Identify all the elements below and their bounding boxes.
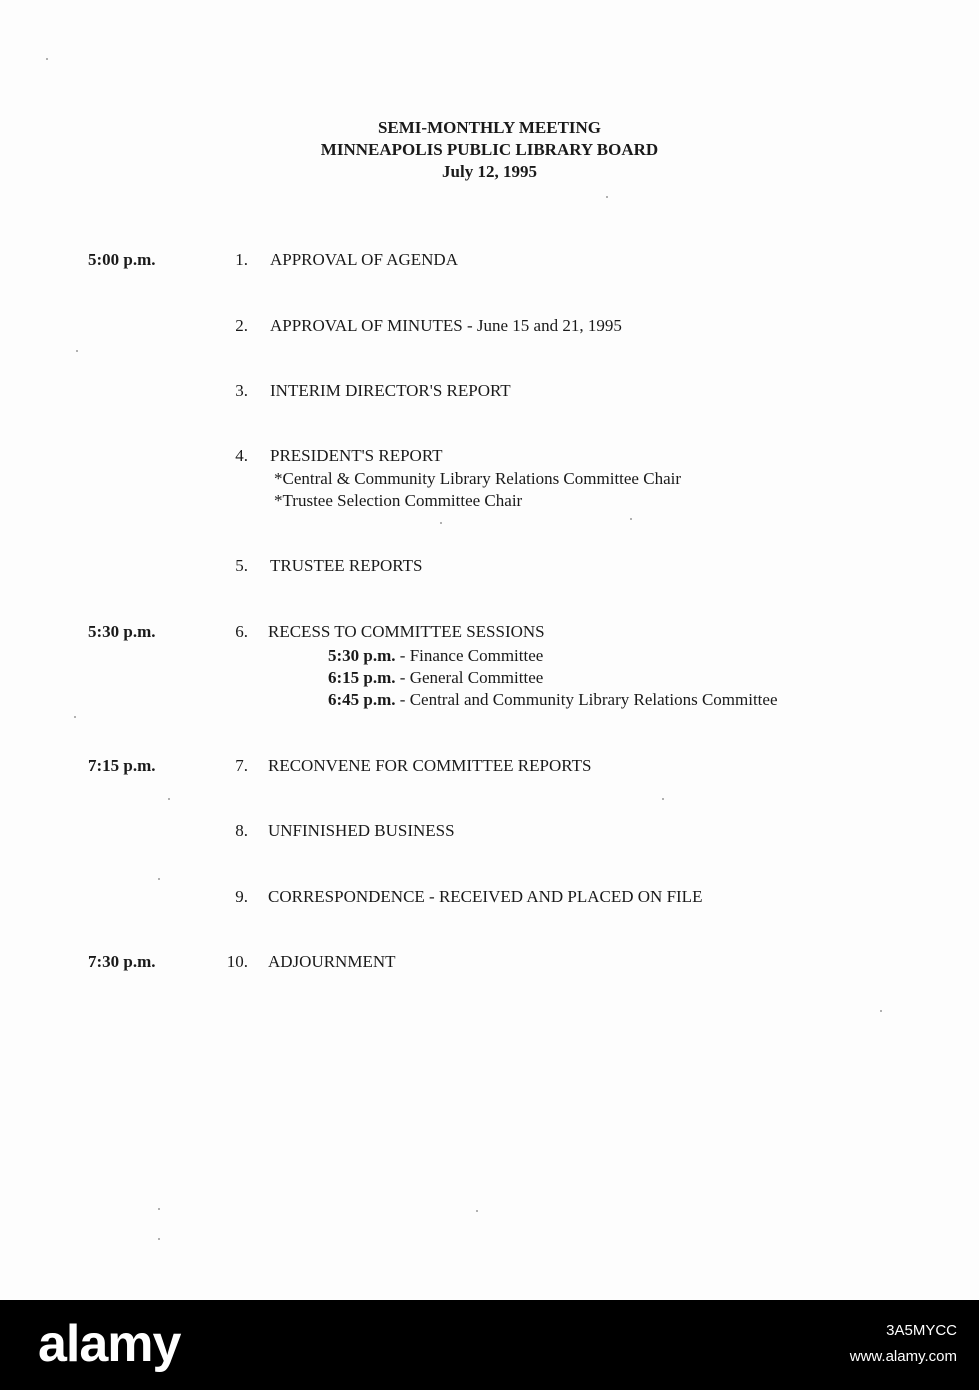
alamy-logo: alamy [38, 1315, 181, 1373]
site-url: www.alamy.com [849, 1348, 957, 1365]
agenda-time-7: 7:15 p.m. [88, 756, 156, 775]
session-name: - General Committee [395, 668, 544, 687]
scan-speck [662, 798, 664, 800]
agenda-item-10: ADJOURNMENT [268, 952, 396, 971]
agenda-number-1: 1. [235, 250, 248, 269]
agenda-number-4: 4. [235, 446, 248, 465]
agenda-item-4: PRESIDENT'S REPORT [270, 446, 443, 465]
scan-speck [74, 716, 76, 718]
scan-speck [158, 1208, 160, 1210]
committee-session [328, 646, 543, 666]
agenda-number-7: 7. [235, 756, 248, 775]
agenda-item-5: TRUSTEE REPORTS [270, 556, 423, 575]
agenda-number-10: 10. [226, 952, 248, 971]
scan-speck [440, 522, 442, 524]
committee-session [328, 690, 778, 710]
agenda-time-1: 5:00 p.m. [88, 250, 156, 269]
agenda-number-2: 2. [235, 316, 248, 335]
agenda-item-9: CORRESPONDENCE - RECEIVED AND PLACED ON FILE [268, 887, 703, 906]
scan-speck [158, 1238, 160, 1240]
session-time: 5:30 p.m. [328, 646, 396, 665]
session-time: 6:15 p.m. [328, 668, 396, 687]
agenda-number-5: 5. [235, 556, 248, 575]
agenda-subitem: *Trustee Selection Committee Chair [274, 491, 523, 510]
agenda-time-6: 5:30 p.m. [88, 622, 156, 641]
document-title [0, 117, 979, 183]
session-name: - Finance Committee [395, 646, 544, 665]
watermark-footer [0, 1300, 979, 1390]
agenda-number-9: 9. [235, 887, 248, 906]
scan-speck [76, 350, 78, 352]
scan-speck [158, 878, 160, 880]
session-time: 6:45 p.m. [328, 690, 396, 709]
agenda-item-6: RECESS TO COMMITTEE SESSIONS [268, 622, 545, 641]
title-meeting-type: SEMI-MONTHLY MEETING [377, 118, 602, 137]
agenda-item-3: INTERIM DIRECTOR'S REPORT [270, 381, 511, 400]
scan-speck [606, 196, 608, 198]
scan-speck [476, 1210, 478, 1212]
agenda-item-7: RECONVENE FOR COMMITTEE REPORTS [268, 756, 592, 775]
agenda-number-8: 8. [235, 821, 248, 840]
agenda-item-2: APPROVAL OF MINUTES - June 15 and 21, 1995 [270, 316, 622, 335]
agenda-number-3: 3. [235, 381, 248, 400]
title-board-name: MINNEAPOLIS PUBLIC LIBRARY BOARD [320, 140, 659, 159]
committee-session [328, 668, 543, 688]
scan-speck [630, 518, 632, 520]
agenda-time-10: 7:30 p.m. [88, 952, 156, 971]
agenda-number-6: 6. [235, 622, 248, 641]
scan-speck [880, 1010, 882, 1012]
scan-speck [168, 798, 170, 800]
scan-speck [46, 58, 48, 60]
session-name: - Central and Community Library Relations Committee [395, 690, 778, 709]
image-id: 3A5MYCC [886, 1322, 957, 1339]
agenda-subitem: *Central & Community Library Relations Committee Chair [274, 469, 681, 488]
title-date: July 12, 1995 [442, 162, 537, 181]
agenda-item-8: UNFINISHED BUSINESS [268, 821, 455, 840]
agenda-item-1: APPROVAL OF AGENDA [270, 250, 458, 269]
